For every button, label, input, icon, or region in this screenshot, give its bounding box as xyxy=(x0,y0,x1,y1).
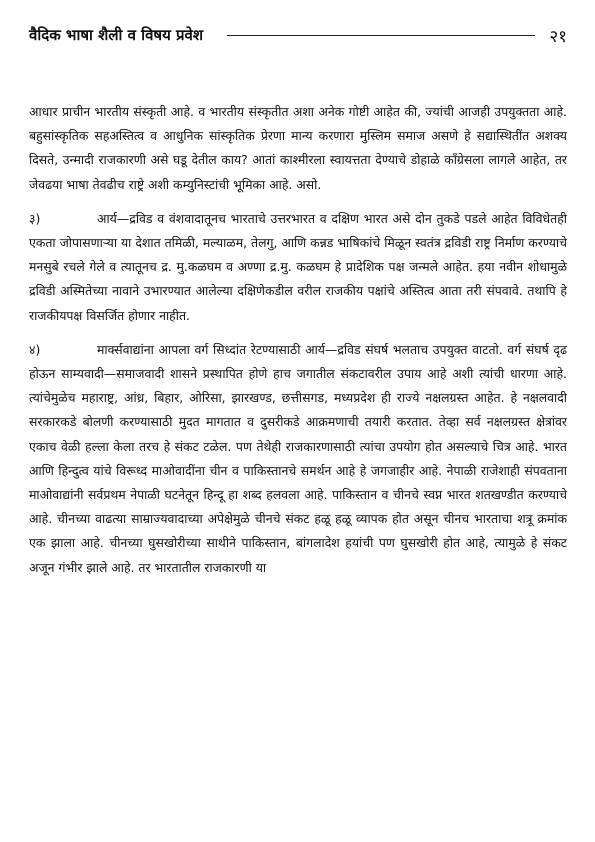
paragraph-4 xyxy=(29,338,567,580)
paragraph-text: आर्य—द्रविड व वंशवादातूनच भारताचे उत्तरभारत व दक्षिण भारत असे दोन तुकडे पडले आहेत विविधेतही एकता जोपासणाऱ्या या देशात तमिळी, मल्याळम, तेलगु, आणि कन्नड भाषिकांचे मिळून स्वतंत्र द्रविडी राष्ट्र निर्माण करण्याचे मनसुबे रचले गेले व त्यातूनच द्र. मु.कळघम व अण्णा द्र.मु. कळघम हे प्रादेशिक पक्ष जन्मले आहेत. हया नवीन शोधामुळे द्रविडी अस्मितेच्या नावाने उभारण्यात आलेल्या दक्षिणेकडील वरील राजकीय पक्षांचे अस्तित्व आता तरी संपवावे. तथापि हे राजकीयपक्ष विसर्जित होणार नाहीत. xyxy=(29,210,567,323)
paragraph-continued xyxy=(29,100,567,197)
page-header xyxy=(29,20,567,50)
paragraph-text: मार्क्सवाद्यांना आपला वर्ग सिध्दांत रेटण्यासाठी आर्य—द्रविड संघर्ष भलताच उपयुक्त वाटतो. वर्ग संघर्ष दृढ होऊन साम्यवादी—समाजवादी शासने प्रस्थापित होणे हाच जगातील संकटावरील उपाय आहे अशी त्यांची धारणा आहे. त्यांचेमुळेच महाराष्ट्र, आंध्र, बिहार, ओरिसा, झारखण्ड, छत्तीसगड, मध्यप्रदेश ही राज्ये नक्षलग्रस्त आहेत. हे नक्षलवादी सरकारकडे बोलणी करण्यासाठी मुदत मागतात व दुसरीकडे आक्रमणाची तयारी करतात. तेव्हा सर्व नक्षलग्रस्त क्षेत्रांवर एकाच वेळी हल्ला केला तरच हे संकट टळेल. पण तेथेही राजकारणासाठी त्यांचा उपयोग होत असल्याचे चित्र आहे. भारत आणि हिन्दुत्व यांचे विरूध्द माओवादींना चीन व पाकिस्तानचे समर्थन आहे हे जगजाहीर आहे. नेपाळी राजेशाही संपवताना माओवाद्यांनी सर्वप्रथम नेपाळी घटनेतून हिन्दू हा शब्द हलवला आहे. पाकिस्तान व चीनचे स्वप्न भारत शतखण्डीत करण्याचे आहे. चीनच्या वाढत्या साम्राज्यवादाच्या अपेक्षेमुळे चीनचे संकट हळू हळू व्यापक होत असून चीनच भारताचा शत्रू क्रमांक एक झाला आहे. चीनच्या घुसखोरीच्या साथीने पाकिस्तान, बांगलादेश हयांची पण घुसखोरी होत आहे, त्यामुळे हे संकट अजून गंभीर झाले आहे. तर भारतातील राजकारणी या xyxy=(29,341,567,575)
paragraph-number: ४) xyxy=(29,341,41,357)
paragraph-3 xyxy=(29,207,567,328)
paragraph-number: ३) xyxy=(29,210,41,226)
page-number: २१ xyxy=(549,26,567,47)
body-text xyxy=(29,100,567,580)
header-rule xyxy=(227,35,535,36)
running-title: वैदिक भाषा शैली व विषय प्रवेश xyxy=(29,26,204,44)
paragraph-text: आधार प्राचीन भारतीय संस्कृती आहे. व भारतीय संस्कृतीत अशा अनेक गोष्टी आहेत की, ज्यांची आजही उपयुक्तता आहे. बहुसांस्कृतिक सहअस्तित्व व आधुनिक सांस्कृतिक प्रेरणा मान्य करणारा मुस्लिम समाज असणे हे सद्यास्थितींत अशक्य दिसते, उन्मादी राजकारणी असे घडू देतील काय? आतां काश्मीरला स्वायत्तता देण्याचे डोहाळे कॉंग्रेसला लागले आहेत, तर जेवढया भाषा तेवढीच राष्ट्रे अशी कम्युनिस्टांची भूमिका आहे. असो. xyxy=(29,104,567,192)
